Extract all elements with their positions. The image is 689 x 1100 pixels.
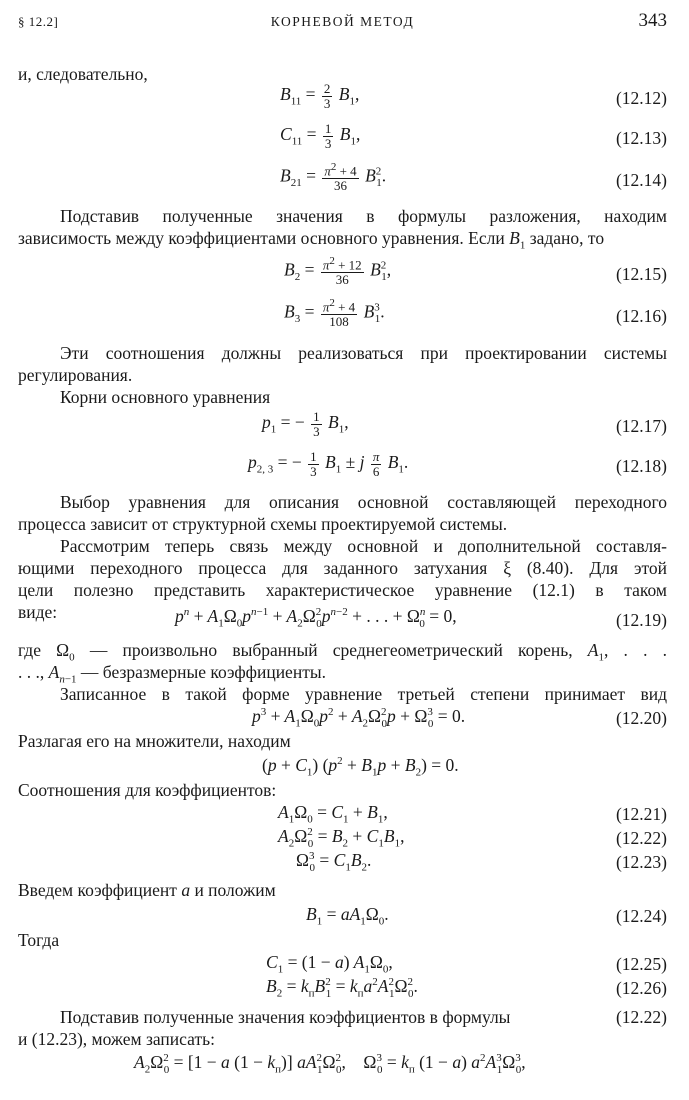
equation-12-12: $B_{11}$ = $\frac{2}{3}$ $B_1$, bbox=[280, 81, 360, 111]
equation-number: (12.25) bbox=[615, 954, 667, 974]
paragraph-line: регулирования. bbox=[18, 365, 133, 385]
paragraph-line: ющими переходного процесса для заданного затухания ξ (8.40). Для этой bbox=[18, 558, 667, 578]
equation-12-26: $B_2 = k_пB^2_1 = k_пa^2A^2_1\Omega^2_0$. bbox=[266, 976, 418, 1000]
paragraph-line: Записанное в такой форме уравнение третьей степени принимает вид bbox=[60, 684, 667, 704]
equation-number: (12.23) bbox=[615, 852, 667, 872]
equation-12-21: $A_1\Omega_0 = C_1 + B_1$, bbox=[278, 802, 388, 826]
equation-12-15: $B_2$ = $\frac{\pi^2 + 12}{36}$ $B^2_1$, bbox=[284, 255, 392, 287]
paragraph-line: Подставив полученные значения в формулы разложения, находим bbox=[60, 206, 667, 226]
paragraph-line: зависимость между коэффициентами основного уравнения. Если $B_1$ задано, то bbox=[18, 228, 605, 252]
paragraph-line: Введем коэффициент a и положим bbox=[18, 880, 276, 900]
equation-number: (12.20) bbox=[615, 708, 667, 728]
equation-12-17: $p_1$ = − $\frac{1}{3}$ $B_1$, bbox=[262, 409, 349, 439]
equation-final: $A_2\Omega^2_0 = [1 - a$ $(1 - k_п)$] $aA^2_1\Omega^2_0$, $\Omega^3_0 = k_п$ (1 − a) $a^2A^3_1\Omega^3_0$, bbox=[134, 1052, 526, 1076]
equation-12-18: $p_{2, 3}$ = − $\frac{1}{3}$ $B_1 \pm j$ $\frac{\pi}{6}$ $B_1$. bbox=[248, 449, 409, 479]
paragraph-line: процесса зависит от структурной схемы проектируемой системы. bbox=[18, 514, 508, 534]
equation-number: (12.15) bbox=[615, 264, 667, 284]
paragraph-line: Выбор уравнения для описания основной составляющей переходного bbox=[60, 492, 667, 512]
section-ref: § 12.2] bbox=[18, 14, 59, 29]
paragraph-line: и, следовательно, bbox=[18, 64, 148, 84]
chapter-title: КОРНЕВОЙ МЕТОД bbox=[270, 14, 415, 29]
equation-12-16: $B_3$ = $\frac{\pi^2 + 4}{108}$ $B^3_1$. bbox=[284, 297, 385, 329]
equation-12-19: $p^n + A_1\Omega_0p^{n-1} + A_2\Omega^2_0p^{n-2}$ + . . . + $\Omega^n_0 = 0$, bbox=[175, 606, 457, 630]
paragraph-line: Подставив полученные значения коэффициентов в формулы bbox=[60, 1007, 511, 1027]
equation-number: (12.19) bbox=[615, 610, 667, 630]
equation-number: (12.12) bbox=[615, 88, 667, 108]
paragraph-line: и (12.23), можем записать: bbox=[18, 1029, 215, 1049]
equation-number: (12.26) bbox=[615, 978, 667, 998]
equation-number: (12.18) bbox=[615, 456, 667, 476]
equation-12-25: $C_1 = (1 - a)$ $A_1\Omega_0$, bbox=[266, 952, 393, 976]
equation-12-20: $p^3 + A_1\Omega_0p^2 + A_2\Omega^2_0p + \Omega^3_0 = 0$. bbox=[252, 706, 466, 730]
paragraph-line: Тогда bbox=[18, 930, 60, 950]
equation-number: (12.22) bbox=[615, 828, 667, 848]
equation-12-24: $B_1 = aA_1\Omega_0$. bbox=[306, 904, 389, 928]
page-number: 343 bbox=[638, 10, 667, 31]
paragraph-line: Корни основного уравнения bbox=[60, 387, 271, 407]
equation-12-13: $C_{11}$ = $\frac{1}{3}$ $B_1$, bbox=[280, 121, 361, 151]
paragraph-line: Соотношения для коэффициентов: bbox=[18, 780, 277, 800]
paragraph-line: Эти соотношения должны реализоваться при проектировании системы bbox=[60, 343, 667, 363]
paragraph-line: цели полезно представить характеристическое уравнение (12.1) в таком bbox=[18, 580, 667, 600]
equation-number: (12.24) bbox=[615, 906, 667, 926]
equation-number: (12.21) bbox=[615, 804, 667, 824]
paragraph-line: виде: bbox=[18, 602, 58, 622]
equation-number: (12.17) bbox=[615, 416, 667, 436]
equation-number: (12.13) bbox=[615, 128, 667, 148]
paragraph-line: Разлагая его на множители, находим bbox=[18, 731, 291, 751]
paragraph-line: . . ., $A_{n-1}$ — безразмерные коэффициенты. bbox=[18, 662, 326, 686]
running-header bbox=[18, 10, 667, 34]
paragraph-line: Рассмотрим теперь связь между основной и дополнительной составля- bbox=[60, 536, 667, 556]
equation-factorized: $(p + C_1)$ $(p^2 + B_1p + B_2) = 0$. bbox=[262, 755, 459, 779]
equation-reference: (12.22) bbox=[615, 1007, 667, 1027]
equation-12-23: $\Omega^3_0 = C_1B_2$. bbox=[296, 850, 372, 874]
paragraph-line: где $\Omega_0$ — произвольно выбранный среднегеометрический корень, $A_1$, . . . bbox=[18, 640, 667, 664]
equation-12-14: $B_{21}$ = $\frac{\pi^2 + 4}{36}$ $B^2_1$. bbox=[280, 161, 387, 193]
equation-number: (12.16) bbox=[615, 306, 667, 326]
equation-12-22: $A_2\Omega^2_0 = B_2 + C_1B_1$, bbox=[278, 826, 405, 850]
equation-number: (12.14) bbox=[615, 170, 667, 190]
